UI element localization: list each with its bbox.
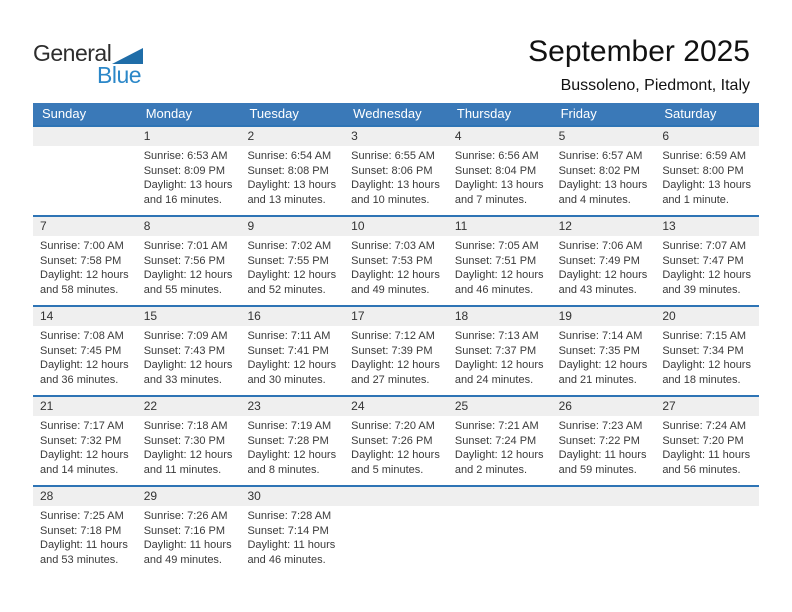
logo-text-blue: Blue: [97, 62, 142, 88]
day-cell: [552, 397, 656, 485]
day-info-line: and 18 minutes.: [662, 373, 741, 386]
day-number: 26: [552, 397, 656, 416]
day-cell: [240, 397, 344, 485]
day-info-line: Sunset: 7:41 PM: [247, 344, 329, 357]
day-info-line: Daylight: 12 hours: [351, 359, 440, 371]
day-info-line: Sunrise: 7:28 AM: [247, 510, 332, 522]
day-info-line: Sunrise: 7:11 AM: [247, 330, 331, 342]
day-info-line: Daylight: 12 hours: [454, 449, 544, 461]
day-number: 13: [655, 217, 759, 236]
day-info-line: Sunrise: 7:00 AM: [40, 240, 124, 252]
day-cell: [344, 487, 448, 575]
day-info-line: and 46 minutes.: [247, 553, 326, 566]
day-info-line: Daylight: 12 hours: [351, 269, 440, 281]
day-info: [33, 236, 137, 297]
day-info-line: Sunrise: 7:07 AM: [662, 240, 747, 252]
day-info: [448, 236, 552, 297]
day-number: [344, 487, 448, 506]
day-info-line: Sunset: 7:55 PM: [247, 254, 329, 267]
weekday-header-row: [33, 103, 759, 125]
weekday-header-wednesday: Wednesday: [353, 106, 422, 121]
day-info-line: Daylight: 13 hours: [351, 179, 440, 191]
day-info-line: Sunrise: 6:53 AM: [143, 150, 228, 162]
day-info-line: Daylight: 13 hours: [143, 179, 233, 191]
day-info-line: Daylight: 12 hours: [143, 269, 233, 281]
week-row: [33, 485, 759, 575]
day-info-line: and 1 minute.: [662, 193, 729, 206]
day-cell: [655, 487, 759, 575]
weeks-container: [33, 125, 759, 575]
day-info-line: Sunset: 7:22 PM: [558, 434, 640, 447]
day-info: [344, 506, 448, 509]
day-number: 20: [655, 307, 759, 326]
day-info-line: Daylight: 11 hours: [247, 539, 336, 551]
day-info-line: Sunrise: 7:06 AM: [558, 240, 643, 252]
day-cell: [137, 397, 241, 485]
day-number: 6: [655, 127, 759, 146]
day-cell: [33, 397, 137, 485]
day-number: 25: [448, 397, 552, 416]
day-info-line: Daylight: 12 hours: [247, 269, 337, 281]
day-info: [33, 326, 137, 387]
day-info-line: Sunset: 7:28 PM: [247, 434, 329, 447]
day-info-line: Daylight: 11 hours: [143, 539, 232, 551]
calendar-table: [33, 103, 759, 575]
day-cell: [137, 487, 241, 575]
day-cell: [344, 217, 448, 305]
day-number: 8: [137, 217, 241, 236]
day-info-line: Sunset: 7:56 PM: [143, 254, 226, 267]
day-cell: [655, 307, 759, 395]
day-info-line: Daylight: 12 hours: [40, 269, 129, 281]
weekday-header-thursday: Thursday: [456, 106, 512, 121]
day-info-line: Sunset: 7:34 PM: [662, 344, 744, 357]
day-number: 17: [344, 307, 448, 326]
day-info: [448, 326, 552, 387]
day-info-line: Daylight: 12 hours: [40, 359, 129, 371]
day-info-line: Sunrise: 7:08 AM: [40, 330, 124, 342]
day-number: 4: [448, 127, 552, 146]
day-info: [137, 416, 241, 477]
day-info-line: Daylight: 12 hours: [558, 269, 648, 281]
day-info: [655, 416, 759, 477]
day-info-line: Sunrise: 7:21 AM: [454, 420, 539, 432]
day-info: [552, 326, 656, 387]
day-info: [33, 416, 137, 477]
day-info-line: and 49 minutes.: [351, 283, 430, 296]
day-info-line: Sunrise: 6:57 AM: [558, 150, 643, 162]
day-info-line: Sunrise: 7:26 AM: [143, 510, 228, 522]
day-number: 27: [655, 397, 759, 416]
day-cell: [33, 127, 137, 215]
day-info-line: Sunset: 7:39 PM: [351, 344, 433, 357]
day-info-line: Sunset: 8:02 PM: [558, 164, 640, 177]
day-info-line: Sunrise: 7:20 AM: [351, 420, 435, 432]
day-info-line: Sunset: 7:24 PM: [454, 434, 537, 447]
day-cell: [655, 397, 759, 485]
title-block: [528, 36, 750, 95]
day-info-line: Sunrise: 6:54 AM: [247, 150, 332, 162]
day-info-line: Daylight: 13 hours: [247, 179, 337, 191]
day-info-line: and 39 minutes.: [662, 283, 741, 296]
day-info-line: Sunrise: 7:02 AM: [247, 240, 332, 252]
day-info-line: Daylight: 12 hours: [454, 359, 544, 371]
day-info-line: and 2 minutes.: [454, 463, 528, 476]
day-info-line: and 13 minutes.: [247, 193, 326, 206]
day-info-line: Sunrise: 7:14 AM: [558, 330, 643, 342]
day-info-line: and 10 minutes.: [351, 193, 430, 206]
logo-text-general: General: [33, 40, 112, 66]
weekday-header-saturday: Saturday: [664, 106, 717, 121]
day-number: 21: [33, 397, 137, 416]
day-cell: [448, 487, 552, 575]
day-info-line: Daylight: 12 hours: [662, 269, 751, 281]
day-info-line: Sunset: 8:06 PM: [351, 164, 433, 177]
day-number: [448, 487, 552, 506]
day-info: [240, 146, 344, 207]
week-row: [33, 215, 759, 305]
day-cell: [33, 217, 137, 305]
day-info-line: and 46 minutes.: [454, 283, 534, 296]
day-info-line: Sunset: 7:32 PM: [40, 434, 122, 447]
day-info: [448, 416, 552, 477]
day-info: [552, 146, 656, 207]
day-info-line: and 8 minutes.: [247, 463, 320, 476]
day-info-line: Sunset: 7:51 PM: [454, 254, 537, 267]
day-cell: [344, 127, 448, 215]
day-info-line: and 30 minutes.: [247, 373, 326, 386]
day-info: [240, 506, 344, 567]
day-info-line: Daylight: 11 hours: [558, 449, 647, 461]
day-cell: [33, 487, 137, 575]
month-title: September 2025: [528, 35, 750, 68]
day-info-line: and 53 minutes.: [40, 553, 119, 566]
day-number: 9: [240, 217, 344, 236]
day-info-line: Daylight: 12 hours: [143, 449, 233, 461]
day-info-line: Sunrise: 7:13 AM: [454, 330, 539, 342]
day-info: [552, 236, 656, 297]
day-info-line: Sunrise: 7:01 AM: [143, 240, 228, 252]
day-cell: [655, 217, 759, 305]
day-info: [552, 506, 656, 509]
day-info-line: and 33 minutes.: [143, 373, 222, 386]
weekday-header-tuesday: Tuesday: [249, 106, 299, 121]
day-number: 23: [240, 397, 344, 416]
day-info-line: Sunrise: 7:05 AM: [454, 240, 539, 252]
day-number: 3: [344, 127, 448, 146]
day-info: [240, 326, 344, 387]
day-number: 14: [33, 307, 137, 326]
day-info-line: Daylight: 12 hours: [40, 449, 129, 461]
day-info: [240, 416, 344, 477]
general-blue-logo: [33, 40, 143, 88]
day-info-line: and 49 minutes.: [143, 553, 222, 566]
day-number: [552, 487, 656, 506]
day-cell: [552, 217, 656, 305]
day-cell: [344, 397, 448, 485]
day-info-line: Sunrise: 7:15 AM: [662, 330, 747, 342]
week-row: [33, 305, 759, 395]
day-info: [448, 506, 552, 509]
day-info-line: Daylight: 13 hours: [454, 179, 544, 191]
day-info: [448, 146, 552, 207]
day-info-line: and 24 minutes.: [454, 373, 534, 386]
day-info-line: and 56 minutes.: [662, 463, 741, 476]
day-cell: [137, 307, 241, 395]
location-subtitle: Bussoleno, Piedmont, Italy: [560, 77, 750, 94]
day-info: [655, 506, 759, 509]
day-info-line: Sunset: 7:58 PM: [40, 254, 122, 267]
day-info-line: and 55 minutes.: [143, 283, 222, 296]
day-info-line: and 14 minutes.: [40, 463, 119, 476]
day-number: 5: [552, 127, 656, 146]
day-info: [137, 146, 241, 207]
day-number: 16: [240, 307, 344, 326]
day-cell: [33, 307, 137, 395]
day-cell: [552, 127, 656, 215]
week-row: [33, 395, 759, 485]
day-info-line: Sunrise: 7:03 AM: [351, 240, 435, 252]
day-number: 19: [552, 307, 656, 326]
day-info-line: Sunset: 7:53 PM: [351, 254, 433, 267]
day-info-line: Sunrise: 6:55 AM: [351, 150, 435, 162]
day-info: [137, 236, 241, 297]
day-info-line: Sunrise: 7:12 AM: [351, 330, 435, 342]
day-info: [137, 506, 241, 567]
day-info-line: and 58 minutes.: [40, 283, 119, 296]
day-info-line: Sunrise: 6:56 AM: [454, 150, 539, 162]
day-cell: [344, 307, 448, 395]
day-info-line: Sunset: 7:14 PM: [247, 524, 329, 537]
day-info: [137, 326, 241, 387]
day-number: 24: [344, 397, 448, 416]
day-info-line: Sunset: 8:09 PM: [143, 164, 226, 177]
day-info-line: Daylight: 12 hours: [662, 359, 751, 371]
weekday-header-friday: Friday: [560, 106, 597, 121]
day-cell: [552, 307, 656, 395]
day-info-line: and 36 minutes.: [40, 373, 119, 386]
day-number: [655, 487, 759, 506]
day-info-line: Daylight: 13 hours: [662, 179, 751, 191]
day-cell: [448, 307, 552, 395]
day-cell: [552, 487, 656, 575]
day-info-line: and 11 minutes.: [143, 463, 222, 476]
day-number: 11: [448, 217, 552, 236]
day-info-line: Sunset: 7:26 PM: [351, 434, 433, 447]
day-info-line: Daylight: 13 hours: [558, 179, 648, 191]
day-info-line: and 52 minutes.: [247, 283, 326, 296]
day-info-line: Sunset: 8:04 PM: [454, 164, 537, 177]
weekday-header-monday: Monday: [145, 106, 192, 121]
day-number: 18: [448, 307, 552, 326]
day-info: [240, 236, 344, 297]
day-cell: [137, 127, 241, 215]
day-number: [33, 127, 137, 146]
day-info-line: and 27 minutes.: [351, 373, 430, 386]
day-info-line: Sunrise: 7:09 AM: [143, 330, 228, 342]
day-info-line: and 7 minutes.: [454, 193, 528, 206]
day-info-line: Sunset: 8:08 PM: [247, 164, 329, 177]
day-cell: [655, 127, 759, 215]
day-info-line: and 5 minutes.: [351, 463, 424, 476]
day-cell: [240, 307, 344, 395]
day-cell: [240, 127, 344, 215]
day-info-line: Daylight: 12 hours: [247, 449, 337, 461]
day-number: 28: [33, 487, 137, 506]
day-info-line: Daylight: 12 hours: [351, 449, 440, 461]
day-info-line: Daylight: 12 hours: [454, 269, 544, 281]
day-info-line: Sunrise: 7:25 AM: [40, 510, 124, 522]
day-info-line: Sunset: 8:00 PM: [662, 164, 744, 177]
day-number: 29: [137, 487, 241, 506]
day-info: [655, 236, 759, 297]
day-info-line: Daylight: 12 hours: [558, 359, 648, 371]
day-info-line: Sunset: 7:18 PM: [40, 524, 122, 537]
day-info: [33, 146, 137, 149]
day-info-line: Daylight: 12 hours: [143, 359, 233, 371]
weekday-header-sunday: Sunday: [42, 106, 87, 121]
day-info-line: Daylight: 11 hours: [662, 449, 751, 461]
day-info-line: Sunrise: 7:18 AM: [143, 420, 228, 432]
day-info-line: Sunrise: 7:24 AM: [662, 420, 747, 432]
day-info-line: Sunset: 7:37 PM: [454, 344, 537, 357]
day-info-line: Sunset: 7:43 PM: [143, 344, 226, 357]
day-info-line: Sunrise: 7:19 AM: [247, 420, 332, 432]
day-info-line: Sunrise: 7:23 AM: [558, 420, 643, 432]
day-info-line: Sunrise: 6:59 AM: [662, 150, 747, 162]
day-info: [655, 326, 759, 387]
week-row: [33, 125, 759, 215]
day-info-line: Sunset: 7:35 PM: [558, 344, 640, 357]
day-info: [344, 236, 448, 297]
day-info-line: and 43 minutes.: [558, 283, 637, 296]
day-info-line: Daylight: 12 hours: [247, 359, 337, 371]
day-info-line: Sunset: 7:16 PM: [143, 524, 226, 537]
day-cell: [240, 487, 344, 575]
day-info-line: and 59 minutes.: [558, 463, 637, 476]
day-info-line: and 16 minutes.: [143, 193, 222, 206]
day-number: 30: [240, 487, 344, 506]
day-info: [33, 506, 137, 567]
day-cell: [448, 397, 552, 485]
day-info: [552, 416, 656, 477]
day-info-line: Sunset: 7:30 PM: [143, 434, 226, 447]
day-cell: [137, 217, 241, 305]
day-cell: [240, 217, 344, 305]
day-info-line: Sunset: 7:49 PM: [558, 254, 640, 267]
day-info-line: Sunset: 7:45 PM: [40, 344, 122, 357]
day-info: [344, 416, 448, 477]
day-number: 22: [137, 397, 241, 416]
day-number: 2: [240, 127, 344, 146]
day-number: 10: [344, 217, 448, 236]
day-cell: [448, 217, 552, 305]
day-info-line: and 4 minutes.: [558, 193, 631, 206]
day-info: [344, 326, 448, 387]
day-number: 15: [137, 307, 241, 326]
day-info: [655, 146, 759, 207]
day-cell: [448, 127, 552, 215]
day-info-line: Sunrise: 7:17 AM: [40, 420, 124, 432]
day-number: 12: [552, 217, 656, 236]
day-info-line: Sunset: 7:20 PM: [662, 434, 744, 447]
day-number: 1: [137, 127, 241, 146]
day-number: 7: [33, 217, 137, 236]
day-info-line: and 21 minutes.: [558, 373, 637, 386]
day-info-line: Sunset: 7:47 PM: [662, 254, 744, 267]
day-info: [344, 146, 448, 207]
day-info-line: Daylight: 11 hours: [40, 539, 128, 551]
